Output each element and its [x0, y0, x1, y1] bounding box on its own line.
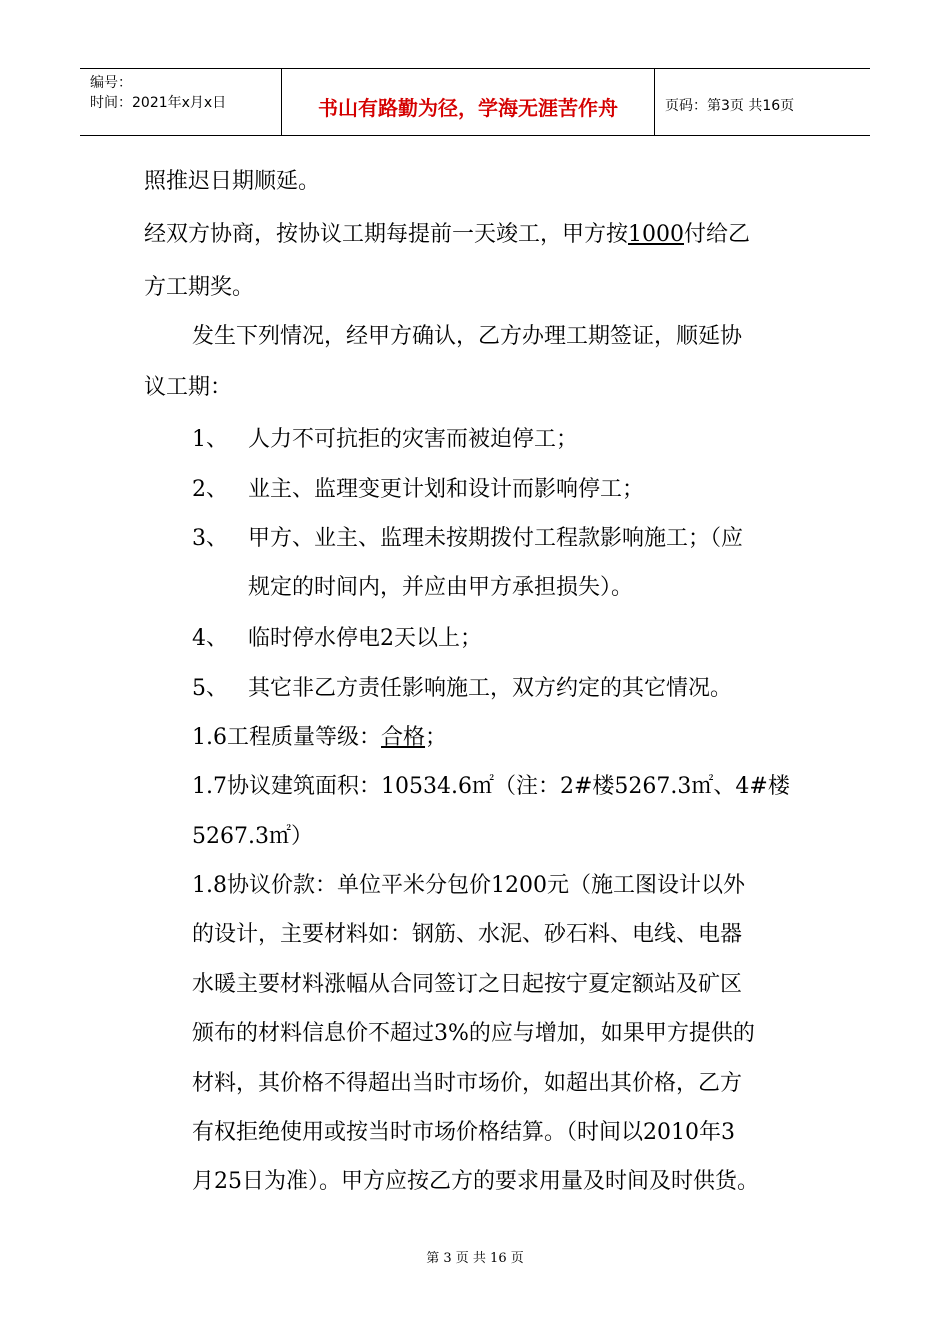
section-number: 1.6 [192, 725, 227, 750]
text-line: 照推迟日期顺延。 [144, 169, 321, 194]
header-page-label: 页码：第3页 共16页 [665, 98, 795, 114]
text-line: 的设计，主要材料如：钢筋、水泥、砂石料、电线、电器 [192, 922, 743, 947]
text-line [144, 217, 750, 248]
section-1-8 [192, 868, 745, 899]
quality-grade: 合格 [381, 725, 426, 750]
list-number: 3、 [192, 526, 228, 551]
text-line: 颁布的材料信息价不超过3%的应与增加，如果甲方提供的 [192, 1021, 755, 1046]
text-span: 付给乙 [684, 222, 751, 247]
list-item [192, 671, 732, 702]
section-1-6 [192, 720, 447, 751]
text-line: 水暖主要材料涨幅从合同签订之日起按宁夏定额站及矿区 [192, 972, 743, 997]
text-line: 材料，其价格不得超出当时市场价，如超出其价格，乙方 [192, 1071, 743, 1096]
text-span: 经双方协商，按协议工期每提前一天竣工，甲方按 [144, 222, 629, 247]
text-line: 议工期： [144, 375, 233, 400]
list-item [192, 570, 633, 601]
text-line: 方工期奖。 [144, 275, 255, 300]
header-left [80, 69, 282, 135]
list-number: 1、 [192, 427, 228, 452]
section-text: 协议建筑面积：10534.6㎡（注：2#楼5267.3㎡、4#楼 [227, 774, 790, 799]
list-text: 其它非乙方责任影响施工，双方约定的其它情况。 [248, 676, 733, 701]
punctuation: ； [425, 725, 448, 750]
list-item [192, 422, 578, 453]
page-header [80, 68, 870, 136]
list-item [192, 621, 482, 652]
list-number: 5、 [192, 676, 228, 701]
list-text: 业主、监理变更计划和设计而影响停工； [248, 477, 645, 502]
list-item [192, 521, 743, 552]
list-text: 人力不可抗拒的灾害而被迫停工； [248, 427, 579, 452]
text-line: 5267.3㎡） [192, 824, 313, 849]
section-1-7 [192, 769, 790, 800]
page-footer: 第 3 页 共 16 页 [426, 1251, 524, 1266]
section-label: 工程质量等级： [227, 725, 382, 750]
header-motto: 书山有路勤为径，学海无涯苦作舟 [282, 69, 655, 135]
list-text: 临时停水停电2天以上； [248, 626, 482, 651]
doc-number-label: 编号： [90, 75, 132, 91]
list-text: 甲方、业主、监理未按期拨付工程款影响施工；（应 [248, 526, 744, 551]
doc-time-label: 时间：2021年x月x日 [90, 95, 227, 111]
text-line: 有权拒绝使用或按当时市场价格结算。（时间以2010年3 [192, 1120, 735, 1145]
list-item [192, 472, 644, 503]
list-number: 2、 [192, 477, 228, 502]
bonus-amount: 1000 [628, 222, 685, 247]
text-line: 发生下列情况，经甲方确认，乙方办理工期签证，顺延协 [192, 324, 743, 349]
section-number: 1.7 [192, 774, 227, 799]
section-text: 协议价款：单位平米分包价1200元（施工图设计以外 [227, 873, 745, 898]
list-number: 4、 [192, 626, 228, 651]
text-line: 月25日为准）。甲方应按乙方的要求用量及时间及时供货。 [192, 1169, 759, 1194]
section-number: 1.8 [192, 873, 227, 898]
list-text: 规定的时间内，并应由甲方承担损失）。 [248, 575, 634, 600]
